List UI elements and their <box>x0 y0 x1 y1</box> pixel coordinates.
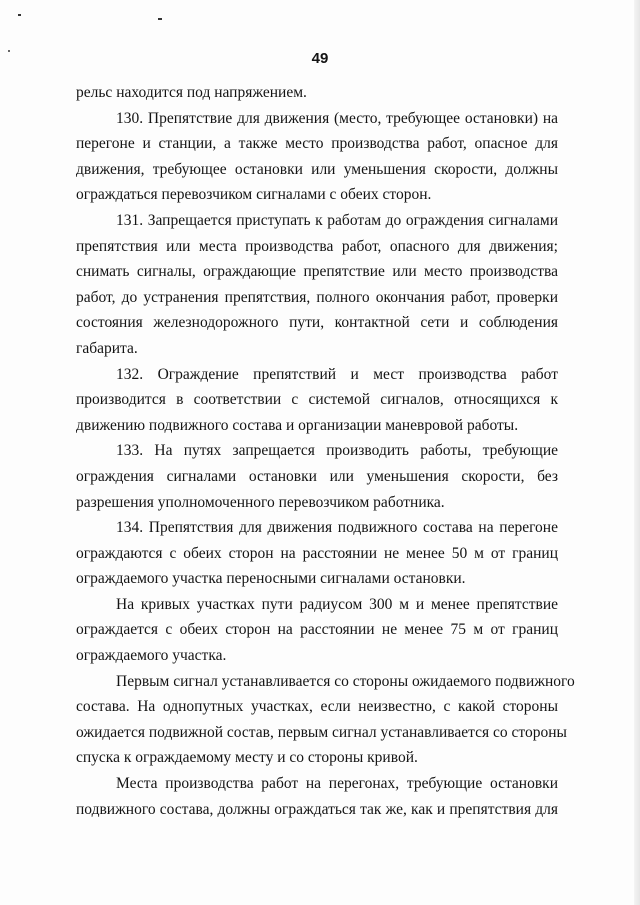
text-line: перегоне и станции, а также место производства работ, опасное для <box>76 135 558 153</box>
text-line: движению подвижного состава и организации маневровой работы. <box>76 416 519 434</box>
text-line: ограждаемого участка переносными сигналами остановки. <box>76 570 466 588</box>
text-line: ограждаются с обеих сторон на расстоянии не менее 50 м от границ <box>76 544 558 562</box>
text-line: состава. На однопутных участках, если неизвестно, с какой стороны <box>76 698 558 716</box>
text-line: ограждаемого участка. <box>76 647 227 665</box>
page-number: 49 <box>311 50 329 67</box>
text-line: 134. Препятствия для движения подвижного состава на перегоне <box>116 519 558 537</box>
text-line: Первым сигнал устанавливается со стороны ожидаемого подвижного <box>116 672 575 690</box>
text-line: 130. Препятствие для движения (место, требующее остановки) на <box>116 109 558 127</box>
text-line: ограждения сигналами остановки или уменьшения скорости, без <box>76 467 558 485</box>
scan-speck <box>18 14 21 16</box>
text-line: 133. На путях запрещается производить работы, требующие <box>116 442 558 460</box>
text-line: снимать сигналы, ограждающие препятствие или место производства <box>76 263 558 281</box>
text-line: ограждается с обеих сторон на расстоянии не менее 75 м от границ <box>76 621 558 639</box>
text-line: движения, требующее остановки или уменьшения скорости, должны <box>76 160 558 178</box>
text-line: На кривых участках пути радиусом 300 м и менее препятствие <box>116 595 558 613</box>
text-line: 132. Ограждение препятствий и мест производства работ <box>116 365 558 383</box>
text-line: состояния железнодорожного пути, контактной сети и соблюдения <box>76 314 558 332</box>
text-line: препятствия или места производства работ, опасного для движения; <box>76 237 558 255</box>
text-line: Места производства работ на перегонах, требующие остановки <box>116 775 558 793</box>
text-line: разрешения уполномоченного перевозчиком работника. <box>76 493 445 511</box>
text-line: ожидается подвижной состав, первым сигнал устанавливается со стороны <box>76 723 567 741</box>
scan-speck <box>158 18 162 20</box>
text-line: подвижного состава, должны ограждаться так же, как и препятствия для <box>76 800 558 818</box>
text-line: рельс находится под напряжением. <box>76 84 307 101</box>
text-line: работ, до устранения препятствия, полного окончания работ, проверки <box>76 288 558 306</box>
text-line: 131. Запрещается приступать к работам до ограждения сигналами <box>116 211 558 229</box>
text-line: габарита. <box>76 339 138 357</box>
text-line: производится в соответствии с системой сигналов, относящихся к <box>76 391 558 409</box>
text-line: ограждаться перевозчиком сигналами с обеих сторон. <box>76 186 432 204</box>
text-line: спуска к ограждаемому месту и со стороны кривой. <box>76 749 418 767</box>
page-edge-shadow <box>634 0 640 905</box>
document-body <box>76 80 575 822</box>
